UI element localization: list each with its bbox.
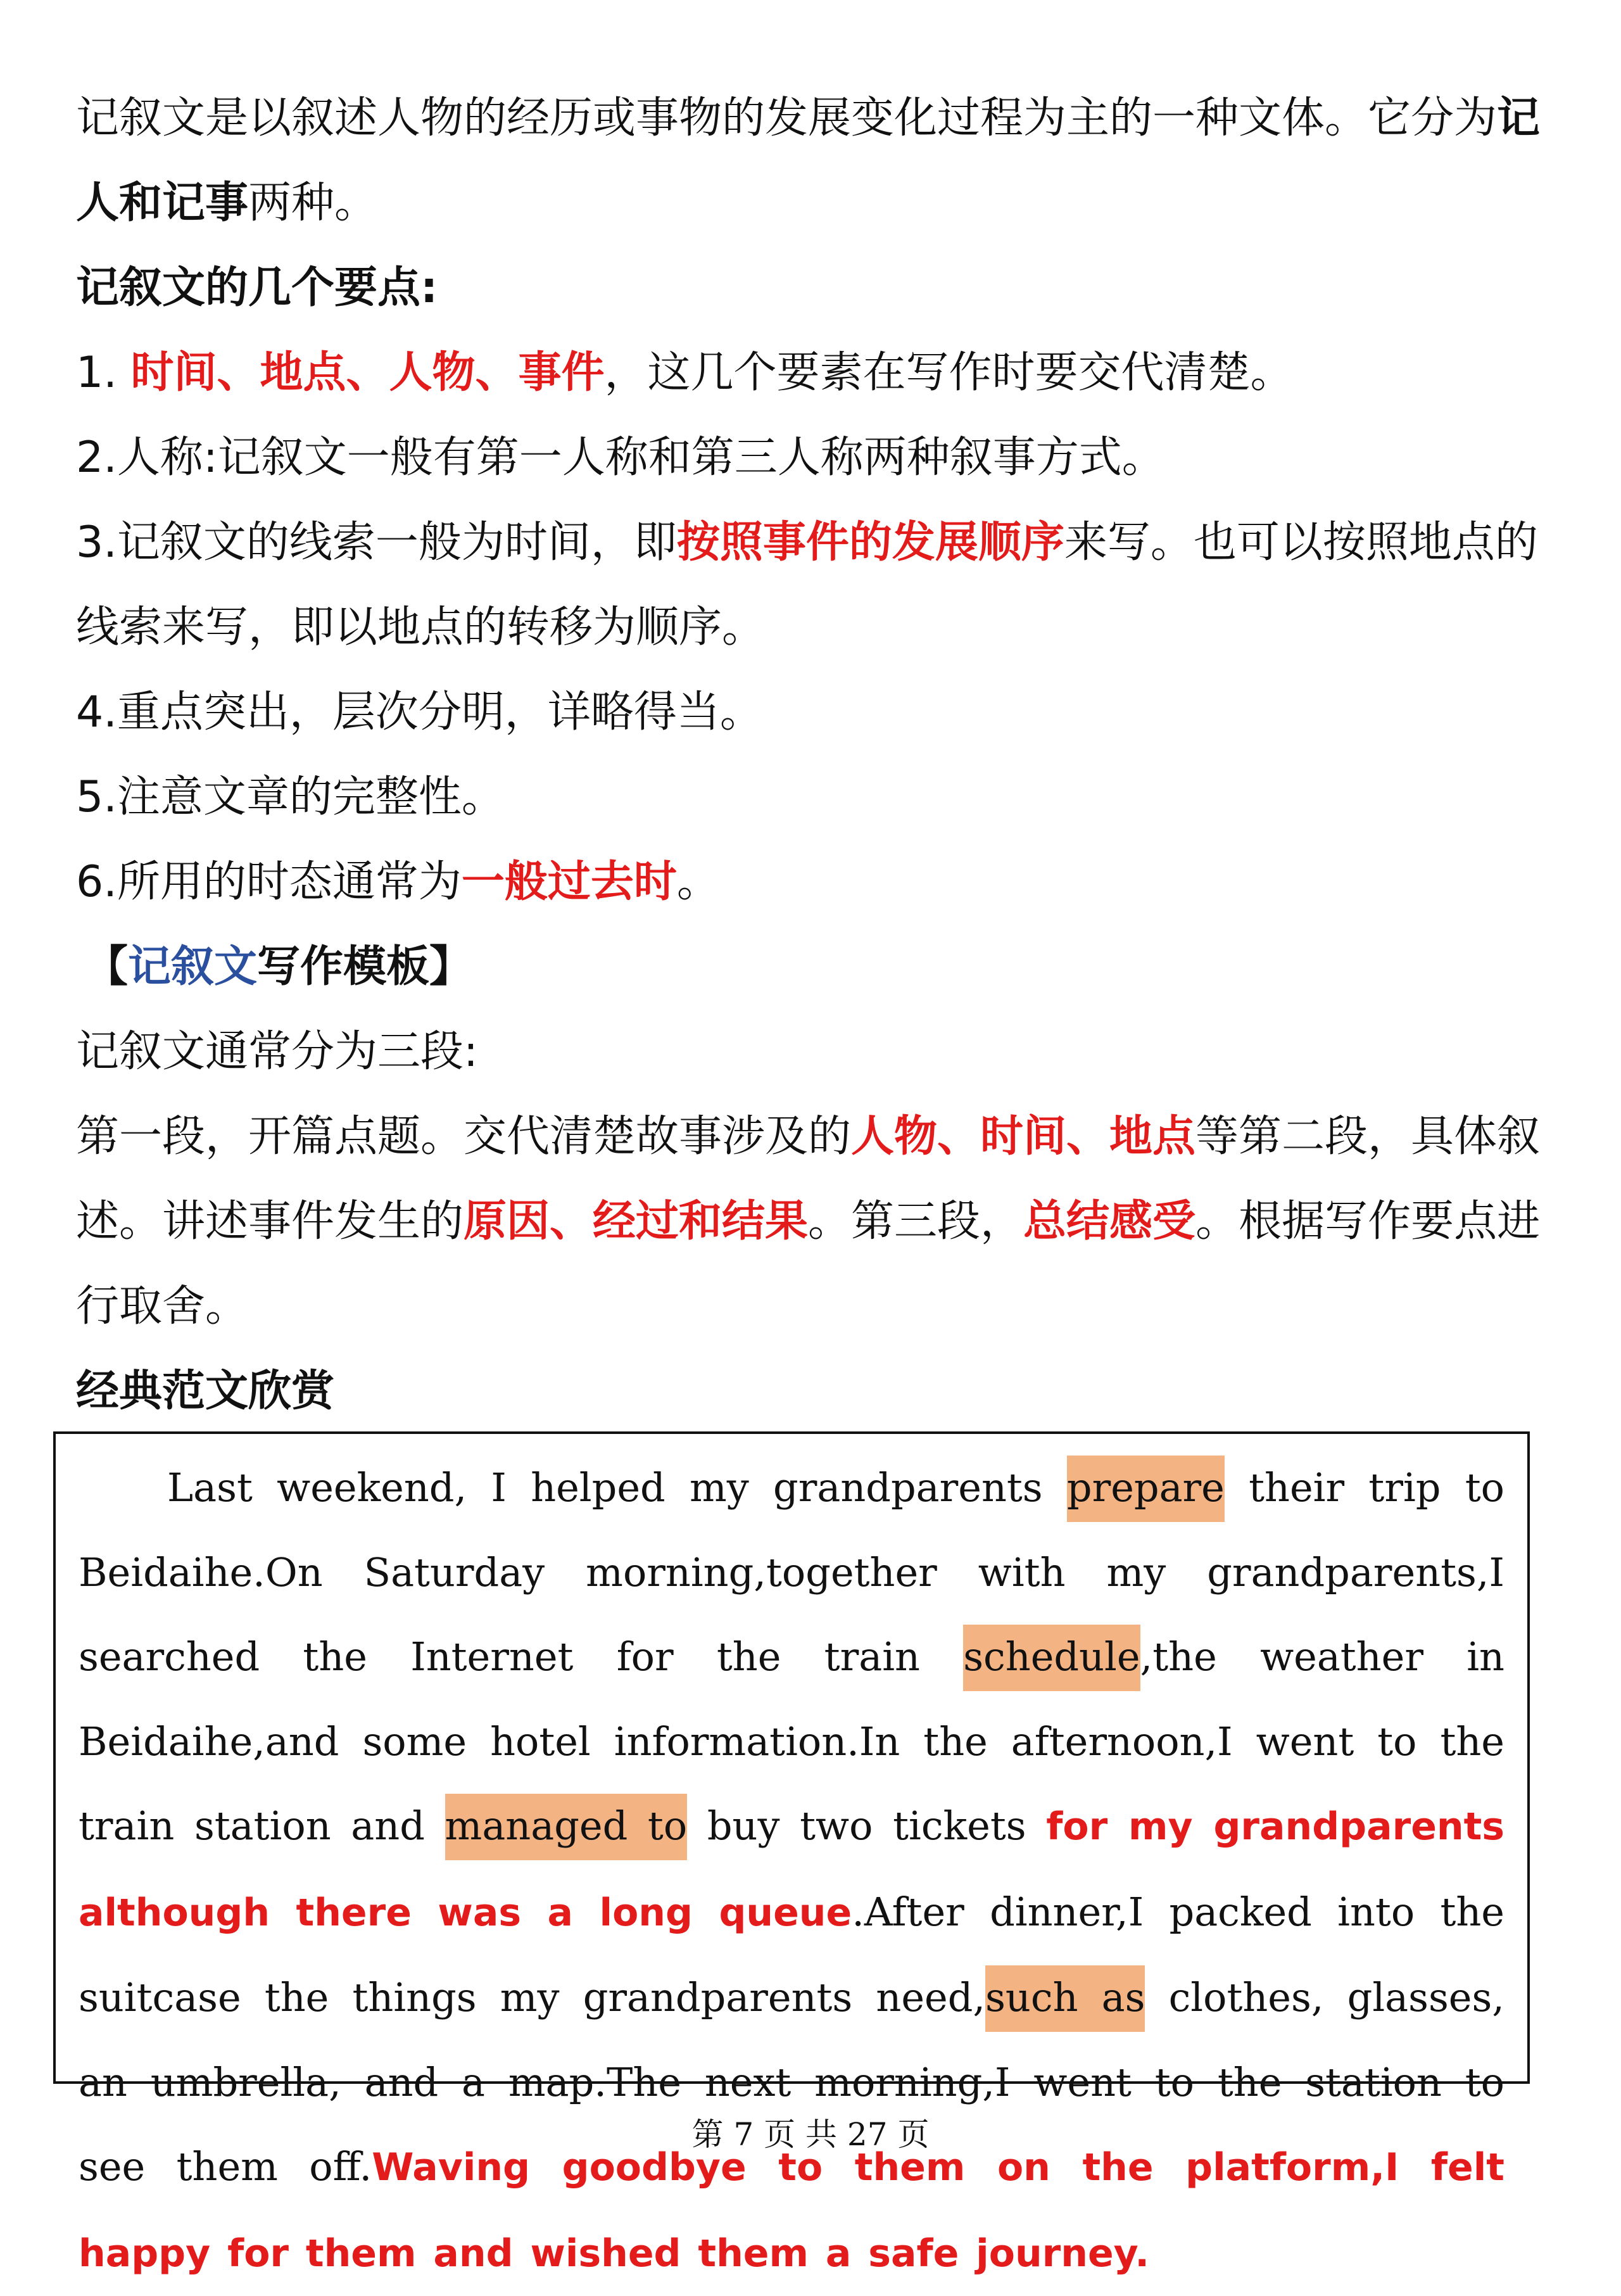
point-1-highlight: 时间、地点、人物、事件 <box>130 348 605 398</box>
point-6 <box>76 840 1545 925</box>
point-3 <box>76 500 1545 670</box>
intro-bold-text: 记人和记事 <box>76 93 1541 228</box>
point-3-highlight: 按照事件的发展顺序 <box>676 517 1064 568</box>
point-3-text: 3.记叙文的线索一般为时间，即 <box>76 517 677 568</box>
point-4: 4.重点突出，层次分明，详略得当。 <box>76 687 763 737</box>
essay-red-sentence-1: for my grandparents although there was a long queue <box>79 1804 1505 1935</box>
points-heading: 记叙文的几个要点: <box>76 263 438 313</box>
intro-text: 记叙文是以叙述人物的经历或事物的发展变化过程为主的一种文体。它分为 <box>76 93 1498 143</box>
template-highlight-2: 原因、经过和结果 <box>464 1196 809 1246</box>
template-paragraph <box>76 1094 1545 1349</box>
point-6-text-end: 。 <box>676 857 720 907</box>
point-1-number: 1. <box>76 348 117 398</box>
essay-red-sentence-2: Waving goodbye to them on the platform,I felt happy for them and wished them a safe journey. <box>79 2145 1504 2276</box>
template-intro-line: 记叙文通常分为三段: <box>76 1027 478 1077</box>
template-title-blue: 记叙文 <box>128 942 258 992</box>
essay-text: buy two tickets <box>687 1803 1047 1849</box>
point-5: 5.注意文章的完整性。 <box>76 772 505 822</box>
page-content <box>76 76 1545 1434</box>
essay-text: ,the weather in Beidaihe,and some hotel information.In the afternoon,I went to the train station and <box>79 1633 1504 1849</box>
template-title-rest: 写作模板】 <box>257 942 473 992</box>
point-6-highlight: 一般过去时 <box>461 857 677 907</box>
point-2: 2.人称:记叙文一般有第一人称和第三人称两种叙事方式。 <box>76 433 1165 483</box>
essay-highlight-schedule: schedule <box>963 1625 1140 1691</box>
template-highlight-3: 总结感受 <box>1023 1196 1196 1246</box>
point-6-text: 6.所用的时态通常为 <box>76 857 462 907</box>
template-text-a: 第一段，开篇点题。交代清楚故事涉及的 <box>76 1112 852 1162</box>
essay-text: their trip to Beidaihe.On Saturday morning,together with my grandparents,I searched the Internet for the train <box>79 1464 1504 1680</box>
point-3-text-end: 来写。也可以按照地点的线索来写，即以地点的转移为顺序。 <box>76 517 1538 652</box>
point-1-text: ，这几个要素在写作时要交代清楚。 <box>604 348 1294 398</box>
template-title <box>85 925 1545 1010</box>
essay-text: .After dinner,I packed into the suitcase the things my grandparents need, <box>79 1888 1504 2020</box>
template-bracket: 【 <box>85 942 129 992</box>
essay-text: Last weekend, I helped my grandparents <box>167 1464 1067 1511</box>
intro-text-end: 两种。 <box>248 178 378 228</box>
essay-text: clothes, glasses, an umbrella, and a map.The next morning,I went to the station to see them off. <box>79 1974 1504 2190</box>
sample-essay <box>79 1445 1504 2296</box>
intro-paragraph <box>76 76 1545 246</box>
essay-highlight-such-as: such as <box>985 1965 1145 2032</box>
page-footer: 第 7 页 共 27 页 <box>691 2116 930 2153</box>
essay-highlight-managed-to: managed to <box>445 1794 688 1860</box>
sample-heading: 经典范文欣赏 <box>76 1366 335 1416</box>
template-text-d: 。根据写作要点进行取舍。 <box>76 1196 1541 1331</box>
point-1 <box>76 331 1545 415</box>
template-text-b: 等第二段，具体叙述。讲述事件发生的 <box>76 1112 1541 1246</box>
template-text-c: 。第三段， <box>808 1196 1024 1246</box>
template-highlight-1: 人物、时间、地点 <box>851 1112 1196 1162</box>
essay-highlight-prepare: prepare <box>1067 1456 1225 1522</box>
